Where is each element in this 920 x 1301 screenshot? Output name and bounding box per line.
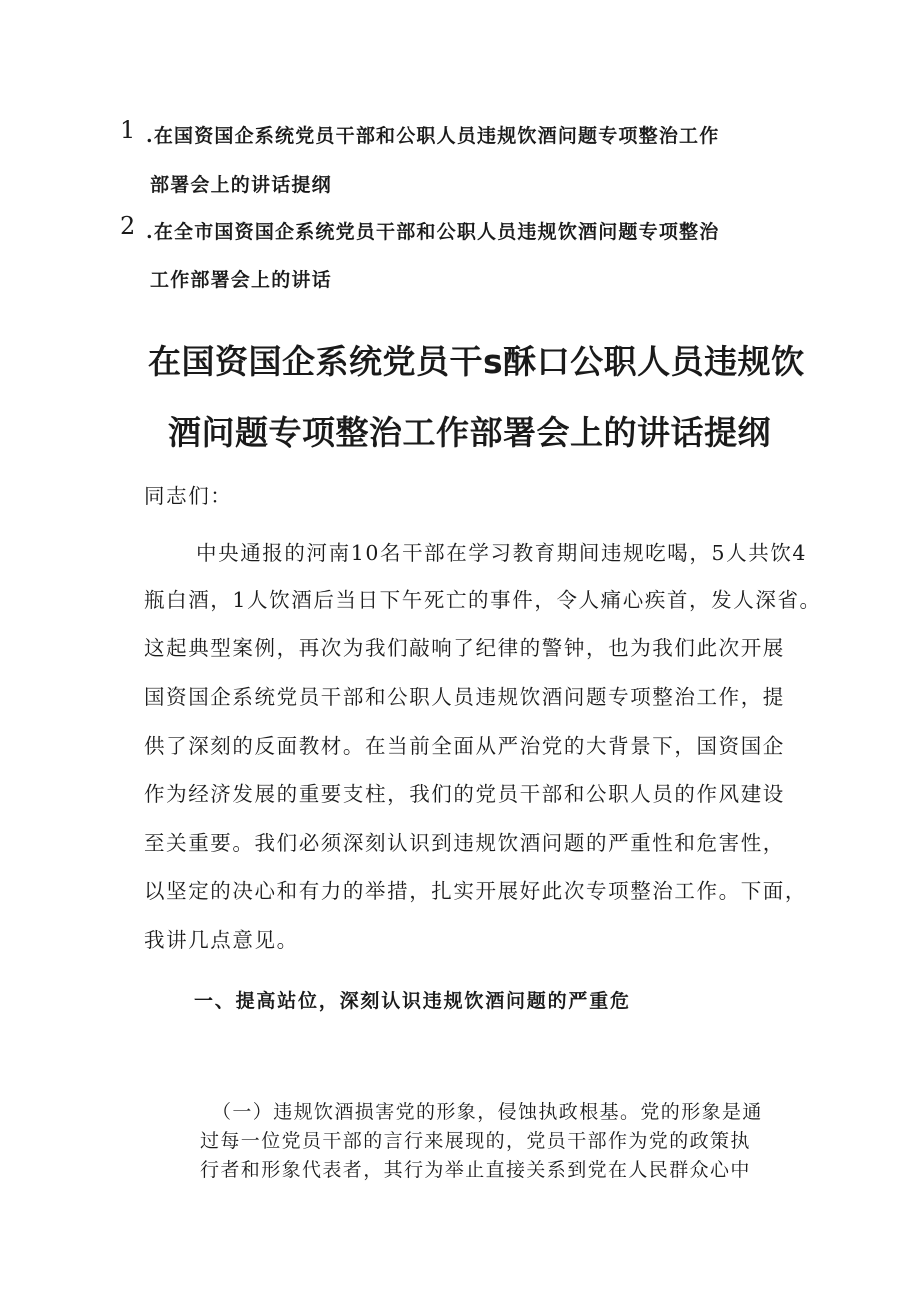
toc-item-title-cont[interactable]: 工作部署会上的讲话 — [150, 269, 332, 291]
salutation: 同志们： — [144, 484, 233, 508]
paragraph-line: 过每一位党员干部的言行来展现的，党员干部作为党的政策执 — [200, 1130, 751, 1152]
toc-item-number: 1 — [120, 116, 140, 144]
toc-item-title-cont[interactable]: 部署会上的讲话提纲 — [150, 174, 332, 196]
paragraph-line: （一）违规饮酒损害党的形象，侵蚀执政根基。党的形象是通 — [212, 1101, 763, 1123]
title-line-1: 在国资国企系统党员干s酥口公职人员违规饮 — [148, 342, 805, 381]
paragraph-line: 行者和形象代表者，其行为举止直接关系到党在人民群众心中 — [200, 1159, 751, 1181]
toc-item-number: 2 — [120, 212, 140, 240]
paragraph-line: 这起典型案例，再次为我们敲响了纪律的警钟，也为我们此次开展 — [144, 636, 785, 660]
toc-item-title[interactable]: .在全市国资国企系统党员干部和公职人员违规饮酒问题专项整治 — [146, 221, 720, 243]
paragraph-line: 作为经济发展的重要支柱，我们的党员干部和公职人员的作风建设 — [144, 782, 785, 806]
paragraph-line: 我讲几点意见。 — [144, 928, 299, 952]
paragraph-line: 国资国企系统党员干部和公职人员违规饮酒问题专项整治工作，提 — [144, 685, 785, 709]
paragraph-line: 以坚定的决心和有力的举措，扎实开展好此次专项整治工作。下面， — [144, 879, 807, 903]
title-line-2: 酒问题专项整治工作部署会上的讲话提纲 — [168, 413, 771, 452]
paragraph-line: 中央通报的河南10名干部在学习教育期间违规吃喝，5人共饮4 — [196, 541, 808, 565]
paragraph-line: 供了深刻的反面教材。在当前全面从严治党的大背景下，国资国企 — [144, 734, 785, 758]
toc-item-title[interactable]: .在国资国企系统党员干部和公职人员违规饮酒问题专项整治工作 — [146, 125, 720, 147]
paragraph-line: 瓶白酒，1人饮酒后当日下午死亡的事件，令人痛心疾首，发人深省。 — [144, 588, 822, 612]
section-heading: 一、提高站位，深刻认识违规饮酒问题的严重危 — [194, 990, 631, 1012]
paragraph-line: 至关重要。我们必须深刻认识到违规饮酒问题的严重性和危害性， — [144, 831, 785, 855]
